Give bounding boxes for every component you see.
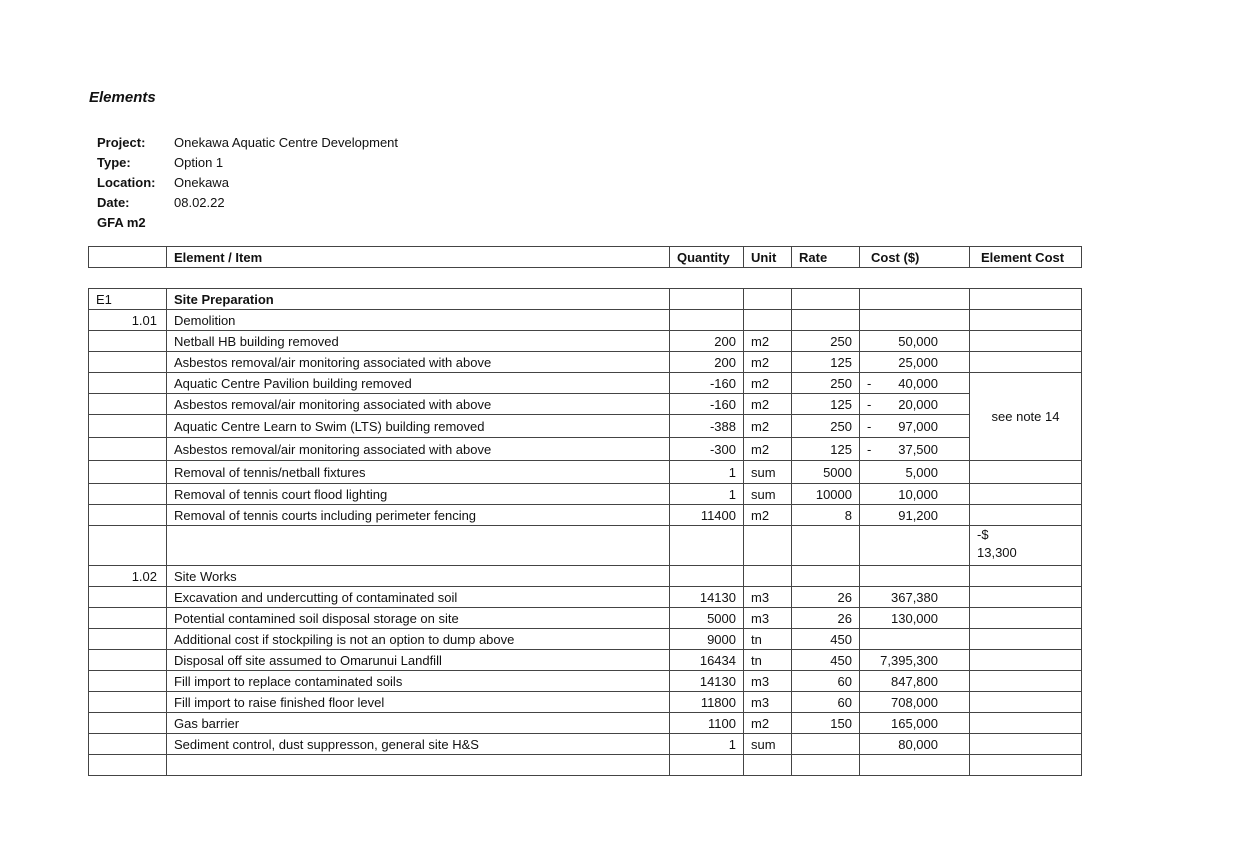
row-code	[89, 461, 167, 484]
row-quantity: 1	[670, 484, 744, 505]
row-quantity: 1	[670, 734, 744, 755]
row-code	[89, 484, 167, 505]
row-code	[89, 438, 167, 461]
row-cost	[860, 608, 970, 629]
row-cost-value: 97,000	[898, 418, 938, 434]
row-item: Sediment control, dust suppresson, general site H&S	[167, 734, 670, 755]
table-row	[89, 484, 1082, 505]
group-name: Site Works	[167, 566, 670, 587]
table-row	[89, 505, 1082, 526]
date-row	[97, 193, 398, 213]
row-code	[89, 587, 167, 608]
empty-cell	[670, 289, 744, 310]
row-rate	[792, 734, 860, 755]
row-cost	[860, 331, 970, 352]
row-cost-wrap	[867, 653, 962, 668]
row-cost-wrap	[867, 334, 962, 349]
table-row	[89, 461, 1082, 484]
row-item: Asbestos removal/air monitoring associated with above	[167, 394, 670, 415]
element-cost-cell	[970, 484, 1082, 505]
row-code	[89, 713, 167, 734]
empty-cell	[744, 310, 792, 331]
project-value: Onekawa Aquatic Centre Development	[174, 135, 399, 150]
element-cost-cell	[970, 734, 1082, 755]
row-cost	[860, 505, 970, 526]
row-quantity: 16434	[670, 650, 744, 671]
row-cost-wrap	[867, 419, 962, 434]
row-rate: 8	[792, 505, 860, 526]
row-unit: sum	[744, 484, 792, 505]
empty-cell	[792, 526, 860, 566]
table-row	[89, 608, 1082, 629]
group-code: 1.02	[89, 566, 167, 587]
header-item: Element / Item	[167, 247, 670, 268]
row-cost-sign: -	[867, 441, 872, 457]
row-item: Gas barrier	[167, 713, 670, 734]
table-row	[89, 734, 1082, 755]
row-unit: tn	[744, 629, 792, 650]
table-row	[89, 713, 1082, 734]
row-cost	[860, 692, 970, 713]
group-code: 1.01	[89, 310, 167, 331]
element-note: see note 14	[970, 373, 1082, 461]
row-cost	[860, 373, 970, 394]
row-unit: sum	[744, 734, 792, 755]
row-cost-value: 130,000	[891, 610, 938, 626]
row-unit: m2	[744, 505, 792, 526]
table-row	[89, 671, 1082, 692]
element-cost-cell	[970, 713, 1082, 734]
row-quantity: 1100	[670, 713, 744, 734]
row-unit: tn	[744, 650, 792, 671]
row-cost	[860, 352, 970, 373]
row-quantity: 200	[670, 352, 744, 373]
row-cost-value: 50,000	[898, 333, 938, 349]
header-cost: Cost ($)	[860, 247, 970, 268]
row-unit: m2	[744, 352, 792, 373]
project-info	[97, 133, 398, 233]
table-row	[89, 331, 1082, 352]
empty-cell	[744, 566, 792, 587]
row-quantity: -388	[670, 415, 744, 438]
row-quantity: 11400	[670, 505, 744, 526]
row-unit: m3	[744, 692, 792, 713]
type-value: Option 1	[174, 155, 224, 170]
row-unit: m2	[744, 394, 792, 415]
empty-cell	[970, 755, 1082, 776]
row-cost-value: 37,500	[898, 441, 938, 457]
empty-cell	[792, 310, 860, 331]
header-unit: Unit	[744, 247, 792, 268]
row-rate: 125	[792, 352, 860, 373]
row-cost-wrap	[867, 737, 962, 752]
row-rate: 26	[792, 608, 860, 629]
row-cost-wrap	[867, 611, 962, 626]
empty-cell	[89, 755, 167, 776]
row-cost	[860, 587, 970, 608]
table-row	[89, 650, 1082, 671]
table-row	[89, 394, 1082, 415]
row-quantity: 5000	[670, 608, 744, 629]
table-row	[89, 438, 1082, 461]
row-quantity: 1	[670, 461, 744, 484]
row-cost	[860, 461, 970, 484]
row-cost-wrap	[867, 397, 962, 412]
element-subtotal	[970, 526, 1082, 566]
empty-cell	[744, 755, 792, 776]
row-quantity: 200	[670, 331, 744, 352]
element-cost-cell	[970, 692, 1082, 713]
date-value: 08.02.22	[174, 195, 225, 210]
row-cost	[860, 438, 970, 461]
row-cost	[860, 713, 970, 734]
type-row	[97, 153, 398, 173]
location-value: Onekawa	[174, 175, 229, 190]
row-code	[89, 394, 167, 415]
row-cost	[860, 394, 970, 415]
header-code-cell	[89, 247, 167, 268]
row-rate: 150	[792, 713, 860, 734]
row-item: Asbestos removal/air monitoring associated with above	[167, 438, 670, 461]
row-item: Excavation and undercutting of contaminated soil	[167, 587, 670, 608]
empty-cell	[860, 526, 970, 566]
row-rate: 26	[792, 587, 860, 608]
project-label: Project:	[97, 135, 146, 150]
row-item: Aquatic Centre Learn to Swim (LTS) building removed	[167, 415, 670, 438]
row-cost-value: 5,000	[905, 464, 938, 480]
gfa-label: GFA m2	[97, 215, 146, 230]
empty-cell	[970, 310, 1082, 331]
row-cost-value: 7,395,300	[880, 652, 938, 668]
row-code	[89, 734, 167, 755]
row-cost-wrap	[867, 695, 962, 710]
row-cost-sign: -	[867, 396, 872, 412]
date-label: Date:	[97, 195, 130, 210]
group-name: Demolition	[167, 310, 670, 331]
empty-cell	[970, 566, 1082, 587]
header-rate: Rate	[792, 247, 860, 268]
header-row	[89, 247, 1082, 268]
row-rate: 10000	[792, 484, 860, 505]
element-cost-cell	[970, 650, 1082, 671]
row-code	[89, 331, 167, 352]
table-row	[89, 692, 1082, 713]
row-cost-wrap	[867, 442, 962, 457]
row-code	[89, 415, 167, 438]
empty-cell	[670, 566, 744, 587]
row-quantity: -300	[670, 438, 744, 461]
section-code: E1	[89, 289, 167, 310]
section-name: Site Preparation	[167, 289, 670, 310]
element-cost-cell	[970, 331, 1082, 352]
row-cost-sign: -	[867, 418, 872, 434]
project-row	[97, 133, 398, 153]
empty-cell	[167, 755, 670, 776]
cost-table	[88, 288, 1082, 776]
row-cost-value: 20,000	[898, 396, 938, 412]
row-cost-wrap	[867, 590, 962, 605]
row-cost-value: 91,200	[898, 507, 938, 523]
row-item: Asbestos removal/air monitoring associated with above	[167, 352, 670, 373]
row-cost-value: 165,000	[891, 715, 938, 731]
row-code	[89, 608, 167, 629]
section-row	[89, 289, 1082, 310]
row-cost	[860, 484, 970, 505]
row-cost	[860, 629, 970, 650]
row-item: Disposal off site assumed to Omarunui Landfill	[167, 650, 670, 671]
row-rate: 125	[792, 394, 860, 415]
row-code	[89, 373, 167, 394]
row-code	[89, 650, 167, 671]
row-cost-sign: -	[867, 375, 872, 391]
element-cost-cell	[970, 461, 1082, 484]
empty-cell	[89, 526, 167, 566]
empty-cell	[167, 526, 670, 566]
row-cost-value: 367,380	[891, 589, 938, 605]
cost-table-body	[89, 289, 1082, 776]
row-unit: m3	[744, 608, 792, 629]
row-code	[89, 629, 167, 650]
row-code	[89, 352, 167, 373]
element-cost-cell	[970, 587, 1082, 608]
header-quantity: Quantity	[670, 247, 744, 268]
row-code	[89, 692, 167, 713]
row-cost-value: 10,000	[898, 486, 938, 502]
row-cost	[860, 671, 970, 692]
row-cost-wrap	[867, 487, 962, 502]
row-item: Fill import to replace contaminated soils	[167, 671, 670, 692]
row-item: Fill import to raise finished floor level	[167, 692, 670, 713]
empty-row	[89, 755, 1082, 776]
group-row	[89, 566, 1082, 587]
empty-cell	[792, 289, 860, 310]
empty-cell	[744, 289, 792, 310]
row-quantity: 11800	[670, 692, 744, 713]
row-cost-wrap	[867, 674, 962, 689]
row-unit: m2	[744, 331, 792, 352]
table-row	[89, 629, 1082, 650]
row-unit: m3	[744, 671, 792, 692]
row-rate: 450	[792, 629, 860, 650]
row-cost-value: 80,000	[898, 736, 938, 752]
element-subtotal-prefix: -$	[977, 527, 989, 542]
row-item: Potential contamined soil disposal storage on site	[167, 608, 670, 629]
location-row	[97, 173, 398, 193]
row-unit: m2	[744, 415, 792, 438]
element-cost-cell	[970, 608, 1082, 629]
row-item: Removal of tennis court flood lighting	[167, 484, 670, 505]
row-unit: m3	[744, 587, 792, 608]
row-cost-wrap	[867, 716, 962, 731]
empty-cell	[970, 289, 1082, 310]
group-row	[89, 310, 1082, 331]
location-label: Location:	[97, 175, 156, 190]
empty-cell	[744, 526, 792, 566]
element-cost-cell	[970, 505, 1082, 526]
empty-cell	[792, 755, 860, 776]
row-rate: 250	[792, 373, 860, 394]
row-item: Additional cost if stockpiling is not an option to dump above	[167, 629, 670, 650]
row-cost-wrap	[867, 355, 962, 370]
header-element-cost: Element Cost	[970, 247, 1082, 268]
row-quantity: -160	[670, 373, 744, 394]
row-rate: 250	[792, 415, 860, 438]
row-cost-wrap	[867, 465, 962, 480]
row-unit: m2	[744, 713, 792, 734]
row-rate: 60	[792, 692, 860, 713]
row-quantity: 14130	[670, 671, 744, 692]
row-item: Netball HB building removed	[167, 331, 670, 352]
row-rate: 250	[792, 331, 860, 352]
row-rate: 125	[792, 438, 860, 461]
row-item: Aquatic Centre Pavilion building removed	[167, 373, 670, 394]
empty-cell	[670, 755, 744, 776]
row-rate: 450	[792, 650, 860, 671]
header-table	[88, 246, 1082, 268]
row-cost-value: 40,000	[898, 375, 938, 391]
row-code	[89, 505, 167, 526]
row-cost-wrap	[867, 376, 962, 391]
row-cost-value: 847,800	[891, 673, 938, 689]
empty-cell	[670, 526, 744, 566]
row-item: Removal of tennis courts including perimeter fencing	[167, 505, 670, 526]
empty-cell	[860, 755, 970, 776]
row-cost-value: 708,000	[891, 694, 938, 710]
row-unit: m2	[744, 373, 792, 394]
row-cost	[860, 415, 970, 438]
page-title: Elements	[89, 89, 156, 106]
row-cost	[860, 650, 970, 671]
type-label: Type:	[97, 155, 131, 170]
row-cost-value: 25,000	[898, 354, 938, 370]
element-subtotal-value: 13,300	[977, 545, 1017, 560]
empty-cell	[860, 289, 970, 310]
gfa-row	[97, 213, 398, 233]
row-unit: sum	[744, 461, 792, 484]
element-cost-cell	[970, 352, 1082, 373]
subtotal-row	[89, 526, 1082, 566]
row-quantity: 14130	[670, 587, 744, 608]
row-item: Removal of tennis/netball fixtures	[167, 461, 670, 484]
element-cost-cell	[970, 629, 1082, 650]
row-cost-wrap	[867, 508, 962, 523]
row-rate: 5000	[792, 461, 860, 484]
table-row	[89, 415, 1082, 438]
table-row	[89, 352, 1082, 373]
row-quantity: -160	[670, 394, 744, 415]
empty-cell	[792, 566, 860, 587]
element-cost-cell	[970, 671, 1082, 692]
table-row	[89, 587, 1082, 608]
row-cost	[860, 734, 970, 755]
empty-cell	[670, 310, 744, 331]
row-unit: m2	[744, 438, 792, 461]
empty-cell	[860, 566, 970, 587]
table-row	[89, 373, 1082, 394]
row-code	[89, 671, 167, 692]
row-rate: 60	[792, 671, 860, 692]
row-quantity: 9000	[670, 629, 744, 650]
empty-cell	[860, 310, 970, 331]
